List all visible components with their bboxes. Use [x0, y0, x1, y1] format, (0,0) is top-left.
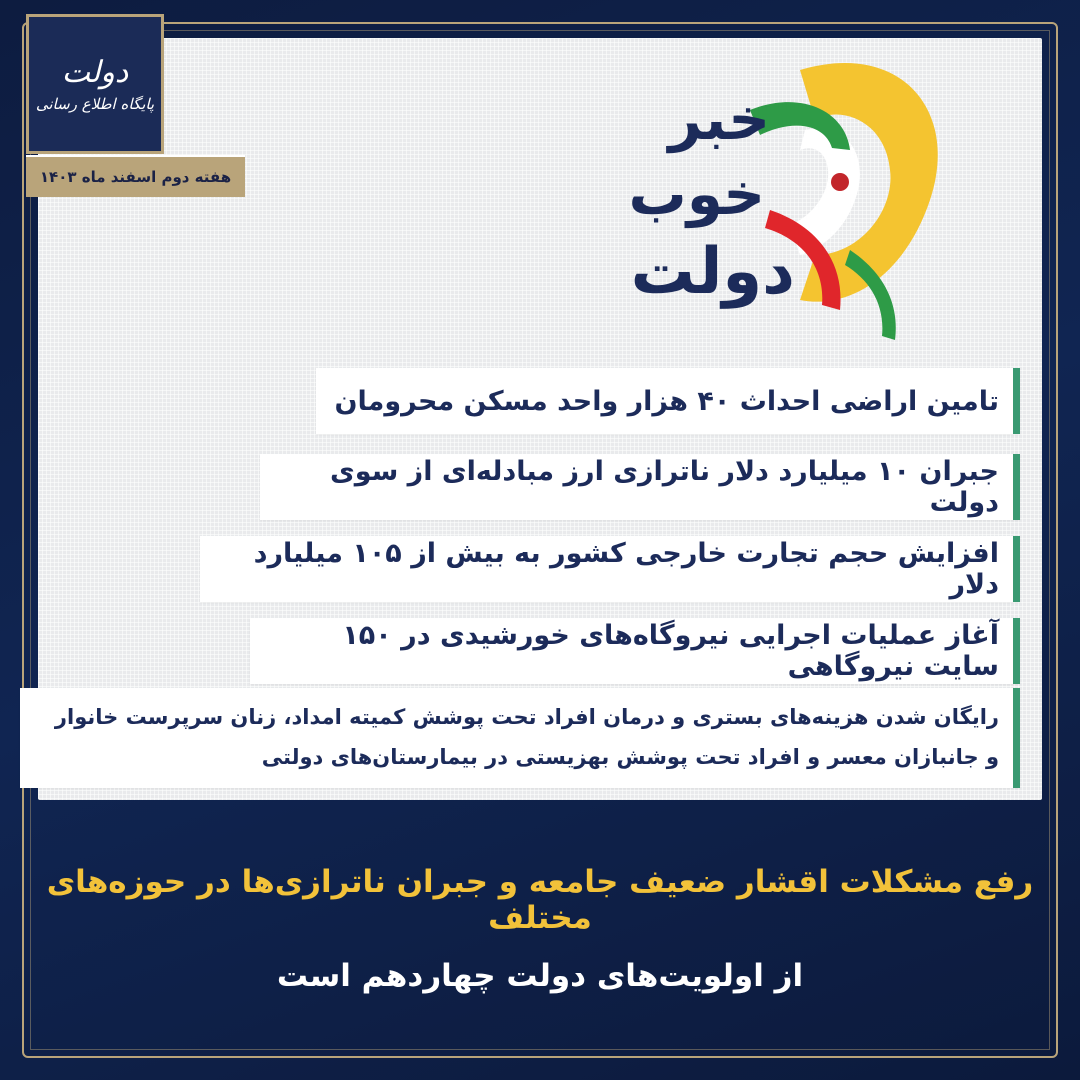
- emblem-word-2: خوب: [628, 160, 765, 228]
- news-item: [260, 454, 1020, 520]
- logo-name: دولت: [61, 54, 129, 90]
- emblem-word-3: دولت: [630, 235, 795, 309]
- news-item-text: جبران ۱۰ میلیارد دلار ناترازی ارز مبادله‌ای از سوی دولت: [330, 456, 999, 518]
- emblem-word-1: خبر: [668, 85, 770, 153]
- news-item-text: رایگان شدن هزینه‌های بستری و درمان افراد تحت پوشش کمیته امداد، زنان سرپرست خانوار و جانبازان معسر و افراد تحت پوشش بهزیستی در بیمارستان‌های دولتی: [54, 705, 999, 769]
- dolat-logo: [26, 14, 164, 154]
- date-label: هفته دوم اسفند ماه ۱۴۰۳: [26, 155, 245, 197]
- good-news-emblem: [600, 50, 960, 350]
- news-item: [250, 618, 1020, 684]
- news-item: [20, 688, 1020, 788]
- news-item-text: تامین اراضی احداث ۴۰ هزار واحد مسکن محرومان: [334, 385, 999, 417]
- news-item: [200, 536, 1020, 602]
- news-item-text: آغاز عملیات اجرایی نیروگاه‌های خورشیدی در ۱۵۰ سایت نیروگاهی: [342, 620, 999, 682]
- banner-headline: رفع مشکلات اقشار ضعیف جامعه و جبران ناترازی‌ها در حوزه‌های مختلف: [46, 864, 1034, 936]
- logo-subtitle: پایگاه اطلاع رسانی: [35, 94, 155, 113]
- bottom-banner: [22, 800, 1058, 1058]
- news-item: [316, 368, 1020, 434]
- banner-subheadline: از اولویت‌های دولت چهاردهم است: [276, 958, 804, 994]
- news-item-text: افزایش حجم تجارت خارجی کشور به بیش از ۱۰۵ میلیارد دلار: [253, 538, 999, 600]
